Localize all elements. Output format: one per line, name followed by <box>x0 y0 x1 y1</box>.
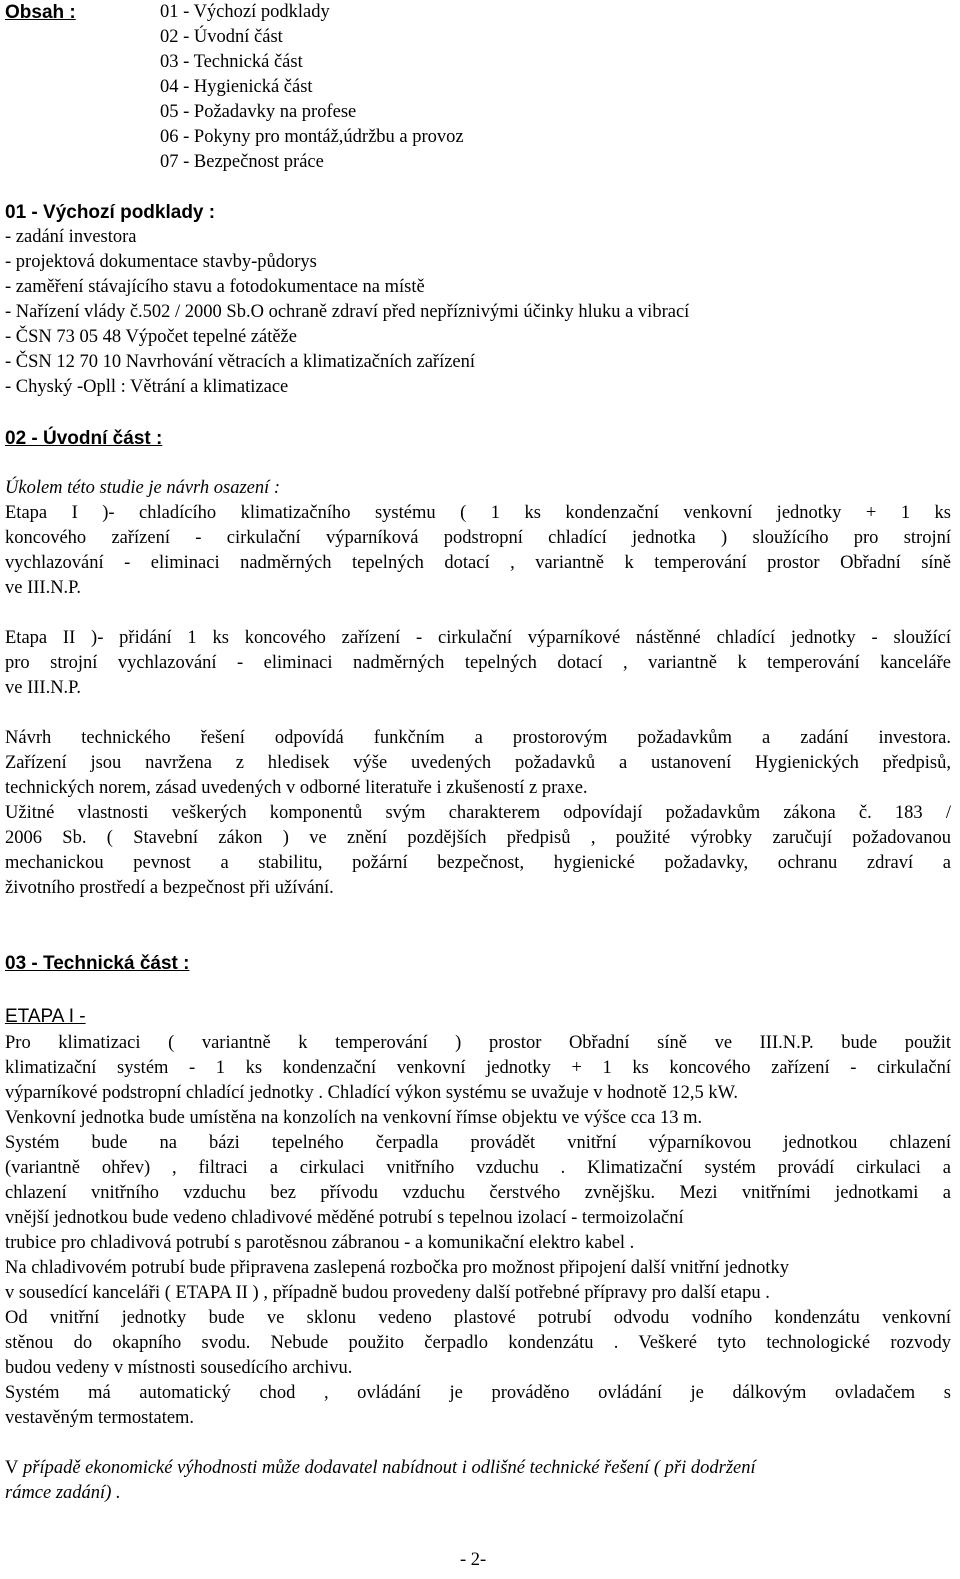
toc-item: 01 - Výchozí podklady <box>160 2 330 22</box>
source-item: - Chyský -Opll : Větrání a klimatizace <box>5 377 289 397</box>
navrh-line: 2006 Sb. ( Stavební zákon ) ve znění pozdějších předpisů , použité výrobky zaručují požadovanou <box>5 828 951 848</box>
tech-line: vestavěným termostatem. <box>5 1408 195 1428</box>
tech-line: chlazení vnitřního vzduchu bez přívodu vzduchu čerstvého zvnějšku. Mezi vnitřními jednotkami a <box>5 1183 951 1203</box>
section-02-heading: 02 - Úvodní část : <box>5 428 163 449</box>
tech-line: Na chladivovém potrubí bude připravena zaslepená rozbočka pro možnost připojení další vnitřní jednotky <box>5 1258 789 1278</box>
tech-line: vnější jednotkou bude vedeno chladivové měděné potrubí s tepelnou izolací - termoizolační <box>5 1208 684 1228</box>
note-prefix: V <box>5 1458 19 1478</box>
navrh-line: Návrh technického řešení odpovídá funkčním a prostorovým požadavkům a zadání investora. <box>5 728 951 748</box>
page-number: - 2- <box>460 1550 487 1570</box>
tech-line: klimatizační systém - 1 ks kondenzační venkovní jednotky + 1 ks koncového zařízení - cirkulační <box>5 1058 951 1078</box>
section-03-heading: 03 - Technická část : <box>5 953 190 974</box>
note-line <box>5 1456 756 1481</box>
tech-line: v sousedící kanceláři ( ETAPA II ) , případně budou provedeny další potřebné přípravy pro další etapu . <box>5 1283 770 1303</box>
navrh-line: životního prostředí a bezpečnost při užívání. <box>5 878 334 898</box>
tech-line: Pro klimatizaci ( variantně k temperování ) prostor Obřadní síně ve III.N.P. bude použit <box>5 1033 951 1053</box>
note-text: případě ekonomické výhodnosti může dodavatel nabídnout i odlišné technické řešení ( při dodržení <box>18 1458 756 1478</box>
source-item: - Nařízení vlády č.502 / 2000 Sb.O ochraně zdraví před nepříznivými účinky hluku a vibrací <box>5 302 690 322</box>
tech-line: budou vedeny v místnosti sousedícího archivu. <box>5 1358 353 1378</box>
source-item: - zaměření stávajícího stavu a fotodokumentace na místě <box>5 277 425 297</box>
navrh-line: mechanickou pevnost a stabilitu, požární bezpečnost, hygienické požadavky, ochranu zdraví a <box>5 853 951 873</box>
navrh-line: Užitné vlastnosti veškerých komponentů svým charakterem odpovídají požadavkům zákona č. 183 / <box>5 803 951 823</box>
source-item: - zadání investora <box>5 227 137 247</box>
toc-item: 07 - Bezpečnost práce <box>160 152 324 172</box>
etapa1-line: koncového zařízení - cirkulační výparníková podstropní chladící jednotka ) sloužícího pro strojní <box>5 528 951 548</box>
navrh-line: technických norem, zásad uvedených v odborné literatuře i zkušeností z praxe. <box>5 778 588 798</box>
etapa1-line: vychlazování - eliminaci nadměrných tepelných dotací , variantně k temperování prostor Obřadní síně <box>5 553 951 573</box>
section-01-heading: 01 - Výchozí podklady : <box>5 202 216 223</box>
tech-line: Venkovní jednotka bude umístěna na konzolích na venkovní římse objektu ve výšce cca 13 m. <box>5 1108 703 1128</box>
etapa2-line: ve III.N.P. <box>5 678 82 698</box>
source-item: - projektová dokumentace stavby-půdorys <box>5 252 317 272</box>
etapa2-line: pro strojní vychlazování - eliminaci nadměrných tepelných dotací , variantně k temperování kanceláře <box>5 653 951 673</box>
tech-line: Systém má automatický chod , ovládání je prováděno ovládání je dálkovým ovladačem s <box>5 1383 951 1403</box>
tech-line: Systém bude na bázi tepelného čerpadla provádět vnitřní výparníkovou jednotkou chlazení <box>5 1133 951 1153</box>
source-item: - ČSN 73 05 48 Výpočet tepelné zátěže <box>5 327 297 347</box>
intro-line: Úkolem této studie je návrh osazení : <box>5 478 281 498</box>
note-line: rámce zadání) . <box>5 1483 121 1503</box>
toc-item: 02 - Úvodní část <box>160 27 283 47</box>
toc-item: 06 - Pokyny pro montáž,údržbu a provoz <box>160 127 464 147</box>
navrh-line: Zařízení jsou navržena z hledisek výše uvedených požadavků a ustanovení Hygienických předpisů, <box>5 753 951 773</box>
toc-label: Obsah : <box>5 2 76 23</box>
etapa-subheading: ETAPA I - <box>5 1006 86 1027</box>
toc-item: 05 - Požadavky na profese <box>160 102 357 122</box>
tech-line: Od vnitřní jednotky bude ve sklonu vedeno plastové potrubí odvodu vodního kondenzátu venkovní <box>5 1308 951 1328</box>
tech-line: stěnou do okapního svodu. Nebude použito čerpadlo kondenzátu . Veškeré tyto technologické rozvody <box>5 1333 951 1353</box>
toc-item: 03 - Technická část <box>160 52 303 72</box>
tech-line: trubice pro chladivová potrubí s parotěsnou zábranou - a komunikační elektro kabel . <box>5 1233 635 1253</box>
etapa1-line: Etapa I )- chladícího klimatizačního systému ( 1 ks kondenzační venkovní jednotky + 1 ks <box>5 503 951 523</box>
toc-item: 04 - Hygienická část <box>160 77 313 97</box>
etapa2-line: Etapa II )- přidání 1 ks koncového zařízení - cirkulační výparníkové nástěnné chladící jednotky - sloužící <box>5 628 951 648</box>
tech-line: výparníkové podstropní chladící jednotky . Chladící výkon systému se uvažuje v hodnotě 12,5 kW. <box>5 1083 739 1103</box>
tech-line: (variantně ohřev) , filtraci a cirkulaci vnitřního vzduchu . Klimatizační systém provádí cirkulaci a <box>5 1158 951 1178</box>
etapa1-line: ve III.N.P. <box>5 578 82 598</box>
source-item: - ČSN 12 70 10 Navrhování větracích a klimatizačních zařízení <box>5 352 476 372</box>
